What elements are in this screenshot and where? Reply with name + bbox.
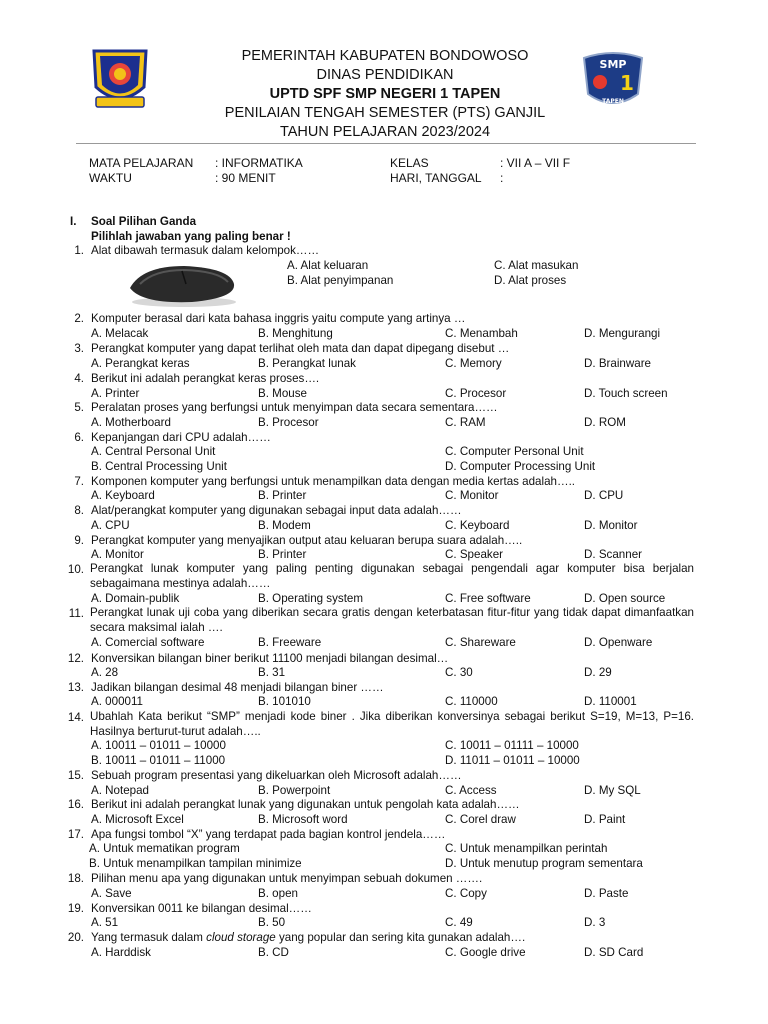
option-d: D. Computer Processing Unit <box>445 460 596 473</box>
option-d: D. Monitor <box>584 519 638 532</box>
option-c: C. Procesor <box>445 387 507 400</box>
header-department: DINAS PENDIDIKAN <box>316 67 454 83</box>
option-a: A. 10011 – 01011 – 10000 <box>91 739 226 752</box>
option-c: C. Memory <box>445 357 502 370</box>
option-d: D. Alat proses <box>494 274 567 287</box>
question-text: Peralatan proses yang berfungsi untuk menyimpan data secara sementara…… <box>91 401 498 414</box>
logo-tapen-text: TAPEN <box>602 98 624 105</box>
question-number: 17. <box>67 828 84 841</box>
question-number: 11. <box>68 607 84 620</box>
question-number: 9. <box>74 534 84 547</box>
date-label: HARI, TANGGAL <box>390 171 482 185</box>
option-c: C. Access <box>445 784 497 797</box>
section-title: Soal Pilihan Ganda <box>91 215 197 228</box>
option-d: D. Untuk menutup program sementara <box>445 857 643 870</box>
option-d: D. Brainware <box>584 357 652 370</box>
option-a: A. Comercial software <box>91 636 205 649</box>
option-a: A. Printer <box>91 387 140 400</box>
question-number: 5. <box>74 401 84 414</box>
question-text: Perangkat lunak komputer yang paling penting digunakan sebagai pengendali agar komputer bisa berjalan sebagaimana mestinya adalah…… <box>90 562 694 590</box>
mouse-image <box>122 258 242 310</box>
option-b: B. 101010 <box>258 695 311 708</box>
header-year: TAHUN PELAJARAN 2023/2024 <box>279 124 491 140</box>
option-c: C. Copy <box>445 887 487 900</box>
option-d: D. 3 <box>584 916 606 929</box>
option-c: C. 30 <box>445 666 473 679</box>
option-b: B. Perangkat lunak <box>258 357 356 370</box>
option-a: A. Domain-publik <box>91 592 180 605</box>
question-number: 2. <box>74 312 84 325</box>
question-text: Perangkat lunak uji coba yang diberikan secara gratis dengan keterbatasan fitur-fitur yang tidak dapat dimanfaatkan secara maksimal ialah …. <box>90 606 694 634</box>
question-number: 18. <box>67 872 84 885</box>
header-divider <box>76 143 696 144</box>
option-b: B. Operating system <box>258 592 364 605</box>
option-a: A. Alat keluaran <box>287 259 369 272</box>
option-c: C. 49 <box>445 916 473 929</box>
option-a: A. Motherboard <box>91 416 171 429</box>
question-text: Pilihan menu apa yang digunakan untuk menyimpan sebuah dokumen ……. <box>91 872 483 885</box>
question-number: 4. <box>74 372 84 385</box>
question-text: Apa fungsi tombol “X” yang terdapat pada bagian kontrol jendela…… <box>91 828 446 841</box>
question-text: Konversikan 0011 ke bilangan desimal…… <box>91 902 312 915</box>
question-number: 10. <box>67 563 84 576</box>
question-number: 7. <box>74 475 84 488</box>
question-number: 15. <box>67 769 84 782</box>
option-b: B. 10011 – 01011 – 11000 <box>91 754 226 767</box>
question-text: Perangkat komputer yang menyajikan output atau keluaran berupa suara adalah….. <box>91 534 523 547</box>
section-instruction: Pilihlah jawaban yang paling benar ! <box>91 230 291 243</box>
option-c: C. Google drive <box>445 946 526 959</box>
option-b: B. Freeware <box>258 636 322 649</box>
question-text: Kepanjangan dari CPU adalah…… <box>91 431 271 444</box>
question-text-emphasis: cloud storage <box>206 931 276 944</box>
option-a: A. Melacak <box>91 327 149 340</box>
class-value: : VII A – VII F <box>500 156 571 170</box>
option-c: C. Untuk menampilkan perintah <box>445 842 608 855</box>
option-a: A. Notepad <box>91 784 150 797</box>
header-exam: PENILAIAN TENGAH SEMESTER (PTS) GANJIL <box>224 105 546 121</box>
question-text: Sebuah program presentasi yang dikeluarkan oleh Microsoft adalah…… <box>91 769 462 782</box>
logo-smp-text: SMP <box>599 58 627 71</box>
option-c: C. Free software <box>445 592 531 605</box>
option-a: A. Perangkat keras <box>91 357 190 370</box>
subject-value: : INFORMATIKA <box>215 156 303 170</box>
option-b: B. open <box>258 887 298 900</box>
option-d: D. Paint <box>584 813 626 826</box>
option-b: B. Microsoft word <box>258 813 348 826</box>
option-a: A. Central Personal Unit <box>91 445 216 458</box>
question-text: Komponen komputer yang berfungsi untuk menampilkan data dengan media kertas adalah….. <box>91 475 576 488</box>
option-d: D. Touch screen <box>584 387 668 400</box>
option-c: C. Corel draw <box>445 813 516 826</box>
option-d: D. ROM <box>584 416 626 429</box>
header-government: PEMERINTAH KABUPATEN BONDOWOSO <box>241 48 529 64</box>
option-b: B. Untuk menampilkan tampilan minimize <box>89 857 302 870</box>
option-a: A. Monitor <box>91 548 144 561</box>
option-c: C. Computer Personal Unit <box>445 445 584 458</box>
question-text: Berikut ini adalah perangkat keras proses…. <box>91 372 320 385</box>
option-c: C. Shareware <box>445 636 516 649</box>
option-b: B. CD <box>258 946 289 959</box>
time-label: WAKTU <box>89 171 132 185</box>
option-b: B. Menghitung <box>258 327 333 340</box>
option-b: B. Alat penyimpanan <box>287 274 394 287</box>
question-number: 6. <box>74 431 84 444</box>
logo-number-text: 1 <box>620 71 634 95</box>
question-text: Perangkat komputer yang dapat terlihat oleh mata dan dapat dipegang disebut … <box>91 342 510 355</box>
option-c: C. Speaker <box>445 548 503 561</box>
option-c: C. Keyboard <box>445 519 510 532</box>
option-c: C. RAM <box>445 416 486 429</box>
question-number: 16. <box>67 798 84 811</box>
option-d: D. Open source <box>584 592 666 605</box>
question-number: 8. <box>74 504 84 517</box>
question-number: 1. <box>74 244 84 257</box>
option-a: A. Harddisk <box>91 946 151 959</box>
option-b: B. Modem <box>258 519 311 532</box>
option-b: B. Printer <box>258 489 307 502</box>
option-a: A. Save <box>91 887 132 900</box>
class-label: KELAS <box>390 156 429 170</box>
bondowoso-logo <box>88 47 152 113</box>
option-b: B. 50 <box>258 916 286 929</box>
subject-label: MATA PELAJARAN <box>89 156 194 170</box>
option-d: D. Paste <box>584 887 629 900</box>
option-d: D. Mengurangi <box>584 327 661 340</box>
option-b: B. Central Processing Unit <box>91 460 227 473</box>
header-school: UPTD SPF SMP NEGERI 1 TAPEN <box>269 86 501 102</box>
option-b: B. Procesor <box>258 416 319 429</box>
option-a: A. Microsoft Excel <box>91 813 184 826</box>
question-text: Berikut ini adalah perangkat lunak yang digunakan untuk pengolah kata adalah…… <box>91 798 520 811</box>
question-text: Alat dibawah termasuk dalam kelompok…… <box>91 244 320 257</box>
option-c: C. 10011 – 01111 – 10000 <box>445 739 579 752</box>
question-text: Konversikan bilangan biner berikut 11100 menjadi bilangan desimal… <box>91 652 449 665</box>
option-b: B. Mouse <box>258 387 307 400</box>
option-c: C. Menambah <box>445 327 518 340</box>
option-c: C. Monitor <box>445 489 499 502</box>
option-c: C. 110000 <box>445 695 498 708</box>
option-d: D. Openware <box>584 636 653 649</box>
question-text: Ubahlah Kata berikut “SMP” menjadi kode biner . Jika diberikan konversinya sebagai berikut S=19, M=13, P=16. Hasilnya berturut-turut adalah….. <box>90 710 694 738</box>
option-d: D. My SQL <box>584 784 641 797</box>
question-number: 13. <box>67 681 84 694</box>
question-text-post: yang popular dan sering kita gunakan adalah…. <box>275 931 526 944</box>
section-numeral: I. <box>70 215 77 228</box>
question-text: Alat/perangkat komputer yang digunakan sebagai input data adalah…… <box>91 504 462 517</box>
question-number: 3. <box>74 342 84 355</box>
option-a: A. CPU <box>91 519 130 532</box>
option-a: A. Untuk mematikan program <box>89 842 240 855</box>
option-a: A. 28 <box>91 666 119 679</box>
option-a: A. Keyboard <box>91 489 155 502</box>
question-text: Jadikan bilangan desimal 48 menjadi bilangan biner …… <box>91 681 384 694</box>
date-value: : <box>500 171 504 185</box>
option-b: B. Powerpoint <box>258 784 331 797</box>
question-text: Komputer berasal dari kata bahasa inggris yaitu compute yang artinya … <box>91 312 466 325</box>
option-d: D. Scanner <box>584 548 642 561</box>
option-a: A. 000011 <box>91 695 144 708</box>
question-number: 19. <box>67 902 84 915</box>
option-a: A. 51 <box>91 916 119 929</box>
question-text <box>91 931 525 945</box>
option-d: D. 29 <box>584 666 612 679</box>
question-text-pre: Yang termasuk dalam <box>91 931 207 944</box>
question-number: 20. <box>67 931 84 944</box>
question-number: 14. <box>67 711 84 724</box>
option-d: D. CPU <box>584 489 624 502</box>
option-c: C. Alat masukan <box>494 259 579 272</box>
option-d: D. 11011 – 01011 – 10000 <box>445 754 580 767</box>
time-value: : 90 MENIT <box>215 171 276 185</box>
option-d: D. SD Card <box>584 946 644 959</box>
question-number: 12. <box>67 652 84 665</box>
option-d: D. 110001 <box>584 695 637 708</box>
option-b: B. 31 <box>258 666 286 679</box>
option-b: B. Printer <box>258 548 307 561</box>
